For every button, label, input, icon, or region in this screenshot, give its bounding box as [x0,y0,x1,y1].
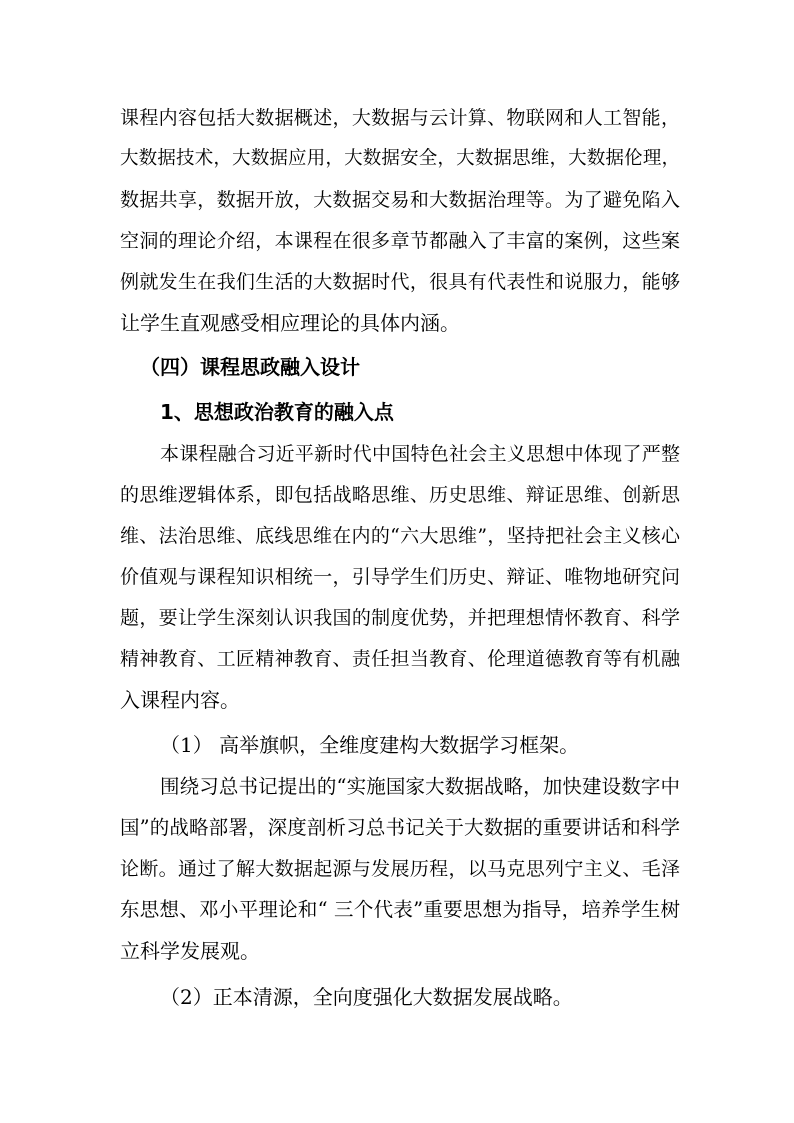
paragraph-line: 数据共享，数据开放，大数据交易和大数据治理等。为了避免陷入 [120,189,680,211]
paragraph-line: 立科学发展观。 [120,939,260,963]
paragraph-line: 大数据技术，大数据应用，大数据安全，大数据思维，大数据伦理， [120,148,680,169]
paragraph-line: 的思维逻辑体系，即包括战略思维、历史思维、辩证思维、创新思 [120,484,680,506]
paragraph-line: 题，要让学生深刻认识我国的制度优势，并把理想情怀教育、科学 [120,607,680,629]
paragraph-line: 维、法治思维、底线思维在内的“六大思维”，坚持把社会主义核心 [120,525,680,547]
paragraph-line: 课程内容包括大数据概述，大数据与云计算、物联网和人工智能， [120,107,680,129]
paragraph-line: 国”的战略部署，深度剖析习总书记关于大数据的重要讲话和科学 [120,816,680,839]
paragraph-line: 例就发生在我们生活的大数据时代，很具有代表性和说服力，能够 [120,271,680,293]
paragraph-line: 精神教育、工匠精神教育、责任担当教育、伦理道德教育等有机融 [120,648,680,670]
section-heading: （四）课程思政融入设计 [140,355,360,379]
item-heading: （2）正本清源，全向度强化大数据发展战略。 [160,985,573,1009]
paragraph-line: 围绕习总书记提出的“实施国家大数据战略，加快建设数字中 [160,775,680,798]
paragraph-line: 本课程融合习近平新时代中国特色社会主义思想中体现了严整 [160,443,680,465]
paragraph-line: 让学生直观感受相应理论的具体内涵。 [120,311,460,335]
paragraph-line: 空洞的理论介绍，本课程在很多章节都融入了丰富的案例，这些案 [120,230,680,252]
subsection-heading: 1、思想政治教育的融入点 [160,400,394,424]
item-heading: （1） 高举旗帜，全维度建构大数据学习框架。 [160,733,580,757]
paragraph-line: 论断。通过了解大数据起源与发展历程，以马克思列宁主义、毛泽 [120,858,680,880]
paragraph-line: 东思想、邓小平理论和“ 三个代表”重要思想为指导，培养学生树 [120,898,680,921]
paragraph-line: 价值观与课程知识相统一，引导学生们历史、辩证、唯物地研究问 [120,566,680,588]
paragraph-line: 入课程内容。 [120,688,240,712]
